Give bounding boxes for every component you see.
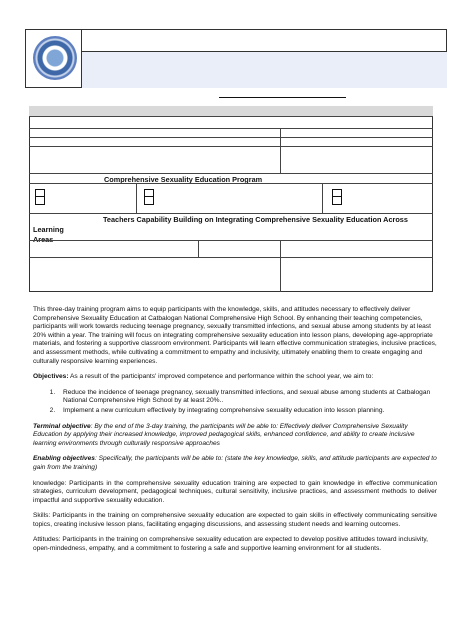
activity-title-line2: Areas bbox=[33, 235, 54, 244]
terminal-objective bbox=[33, 423, 437, 449]
objectives-list bbox=[33, 389, 437, 416]
activity-title-line1: Teachers Capability Building on Integrating Comprehensive Sexuality Education Across Learning bbox=[33, 215, 408, 234]
enabling-objectives-text: : Specifically, the participants will be able to: (state the key knowledge, skills, and attitude participants are expected to gain from the training) bbox=[33, 455, 437, 471]
form-col-line bbox=[322, 183, 323, 213]
skills-paragraph: Skills: Participants in the training on comprehensive sexuality education are expected to gain skills in effectively communicating sensitive topics, creating inclusive lesson plans, facilitating engaging discussions, and assessing student needs and learning outcomes. bbox=[33, 512, 437, 528]
form-col-line bbox=[280, 240, 281, 292]
checkbox-option-1[interactable] bbox=[35, 189, 45, 205]
form-row-line bbox=[29, 183, 433, 184]
form-row-line bbox=[29, 146, 433, 147]
objective-item: 1. Reduce the incidence of teenage pregnancy, sexually transmitted infections, and sexual abuse among students at Catbalogan National Comprehensive High School by at least 20%.. bbox=[57, 389, 437, 406]
objectives-label: Objectives: bbox=[33, 373, 69, 381]
agency-seal-logo bbox=[33, 36, 77, 80]
program-title: Comprehensive Sexuality Education Program bbox=[104, 175, 263, 184]
enabling-objectives-label: Enabling objectives bbox=[33, 455, 95, 463]
form-table bbox=[29, 106, 433, 292]
objective-item: 2. Implement a new curriculum effectively by integrating comprehensive sexuality education into lesson planning. bbox=[57, 407, 437, 416]
form-row-line bbox=[29, 213, 433, 214]
terminal-objective-text: : By the end of the 3-day training, the participants will be able to: Effectively deliver Comprehensive Sexuality Education by applying their increased knowledge, improved pedagogical skills, enhanced confidence, and ability to create inclusive learning environments through culturally responsive approaches bbox=[33, 422, 415, 447]
form-row-line bbox=[29, 128, 433, 129]
checkbox-option-3[interactable] bbox=[332, 189, 342, 205]
header-title-field bbox=[82, 51, 447, 88]
form-row-line bbox=[29, 240, 433, 241]
objectives-paragraph bbox=[33, 373, 437, 382]
form-row-line bbox=[29, 257, 433, 258]
enabling-objectives bbox=[33, 455, 437, 472]
signature-line bbox=[219, 97, 346, 98]
form-col-line bbox=[198, 240, 199, 257]
program-description: This three-day training program aims to equip participants with the knowledge, skills, and attitudes necessary to effectively deliver Comprehensive Sexuality Education at Catbalogan National Comprehensive High School. By enhancing their teaching competencies, participants will work towards reducing teenage pregnancy, sexually transmitted infections, and sexual abuse among students by at least 20% within a year. The training will focus on integrating comprehensive sexuality education into lesson plans, developing age-appropriate materials, and fostering a supportive classroom environment. Participants will learn effective communication strategies, inclusive practices, and assessment methods, while cultivating a commitment to empathy and inclusivity, ultimately enabling them to create engaging and culturally responsive learning experiences. bbox=[33, 306, 437, 365]
terminal-objective-label: Terminal objective bbox=[33, 422, 91, 430]
knowledge-paragraph: knowledge: Participants in the comprehensive sexuality education training are expected to gain knowledge in effective communication strategies, curriculum development, pedagogical techniques, cultural sensitivity, inclusive practices, and assessment methods to deliver impactful and supportive sexuality education. bbox=[33, 479, 437, 504]
form-col-line bbox=[280, 128, 281, 173]
checkbox-option-2[interactable] bbox=[144, 189, 154, 205]
form-row-line bbox=[29, 173, 433, 174]
document-body bbox=[33, 306, 437, 561]
form-header-band bbox=[29, 106, 433, 117]
form-col-line bbox=[136, 183, 137, 213]
objectives-intro: As a result of the participants' improved competence and performance within the school year, we aim to: bbox=[68, 373, 374, 381]
attitudes-paragraph: Attitudes: Participants in the training on comprehensive sexuality education are expected to develop positive attitudes toward inclusivity, open-mindedness, empathy, and a commitment to fostering a safe and supportive learning environment for all students. bbox=[33, 536, 428, 553]
form-row-line bbox=[29, 137, 433, 138]
